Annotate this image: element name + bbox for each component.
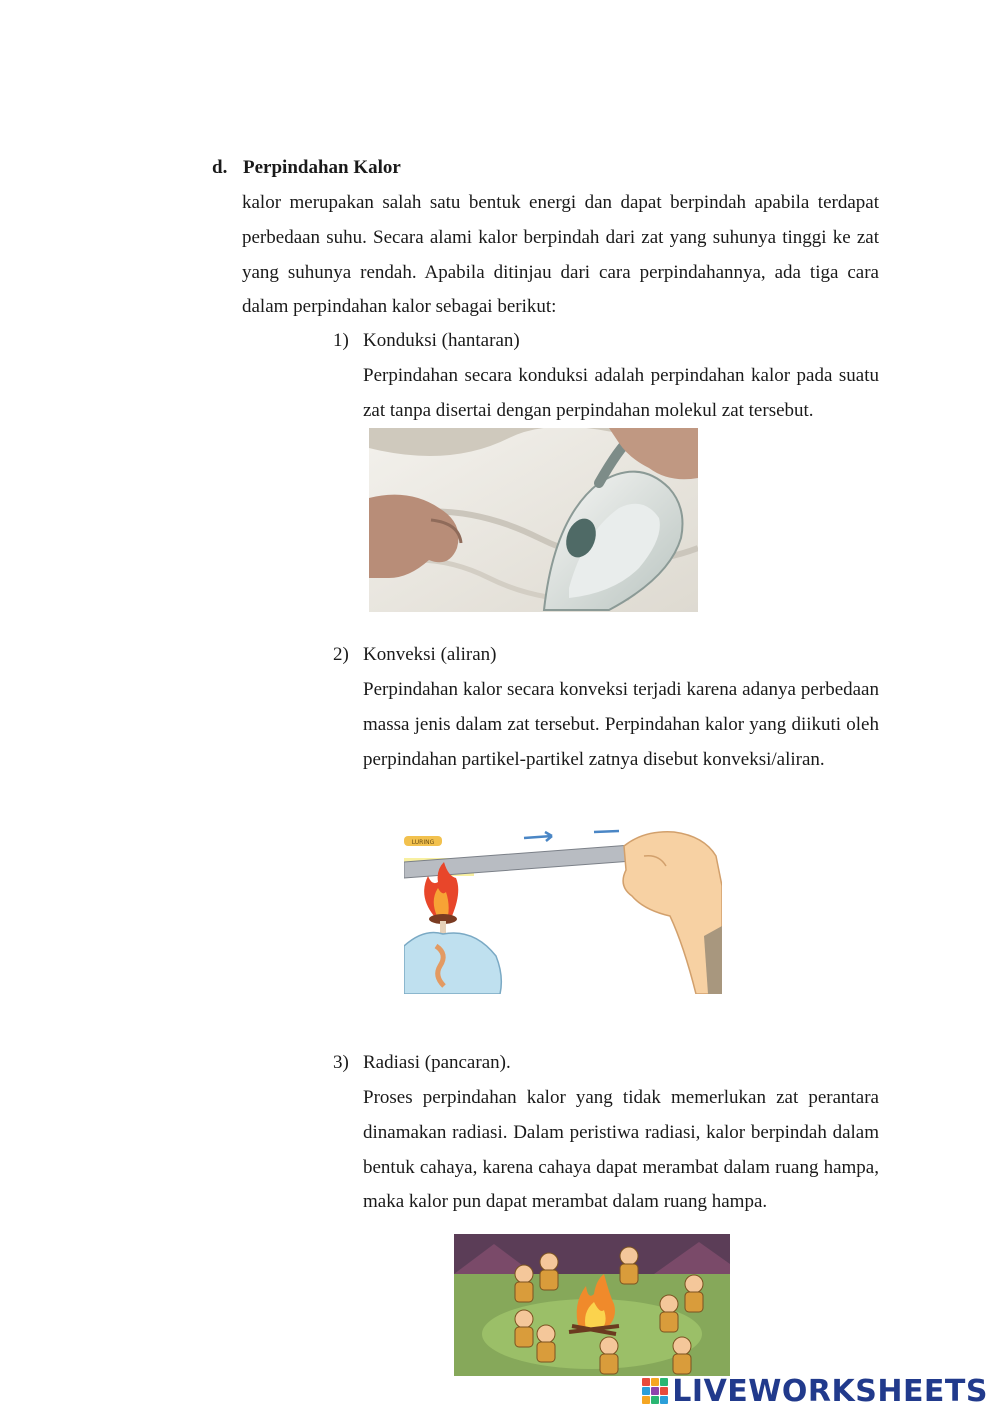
convection-rod-image [404,826,722,994]
liveworksheets-wordmark: LIVEWORKSHEETS [672,1373,988,1409]
item-1-number: 1) [333,330,349,351]
convection-tag: LURING [411,839,435,846]
item-2-body: Perpindahan kalor secara konveksi terjadi karena adanya perbedaan massa jenis dalam zat tersebut. Perpindahan kalor yang diikuti oleh perpindahan partikel-partikel zatnya disebut konveksi/aliran. [363,679,879,770]
radiation-campfire-image [454,1234,730,1376]
section-label: d. [212,157,228,178]
item-1-body: Perpindahan secara konduksi adalah perpindahan kalor pada suatu zat tanpa disertai dengan perpindahan molekul zat tersebut. [363,365,879,421]
conduction-ironing-image [369,428,698,612]
item-3-body: Proses perpindahan kalor yang tidak memerlukan zat perantara dinamakan radiasi. Dalam peristiwa radiasi, kalor berpindah dalam bentuk cahaya, karena cahaya dapat merambat dalam ruang hampa, maka kalor pun dapat merambat dalam ruang hampa. [363,1087,879,1213]
liveworksheets-logo [642,1374,988,1408]
item-1-title: Konduksi (hantaran) [363,330,520,351]
item-3-title: Radiasi (pancaran). [363,1052,511,1073]
campfire-illustration [454,1234,730,1376]
item-3-number: 3) [333,1052,349,1073]
rod-flame-illustration [404,826,722,994]
item-2-number: 2) [333,644,349,665]
section-title: Perpindahan Kalor [243,157,401,178]
ironing-illustration [369,428,698,612]
logo-grid-icon [642,1378,668,1404]
section-heading [212,157,401,179]
intro-paragraph: kalor merupakan salah satu bentuk energi dan dapat berpindah apabila terdapat perbedaan suhu. Secara alami kalor berpindah dari zat yang suhunya tinggi ke zat yang suhunya rendah. Apabila ditinjau dari cara perpindahannya, ada tiga cara dalam perpindahan kalor sebagai berikut: [242,192,879,318]
item-2-title: Konveksi (aliran) [363,644,497,665]
